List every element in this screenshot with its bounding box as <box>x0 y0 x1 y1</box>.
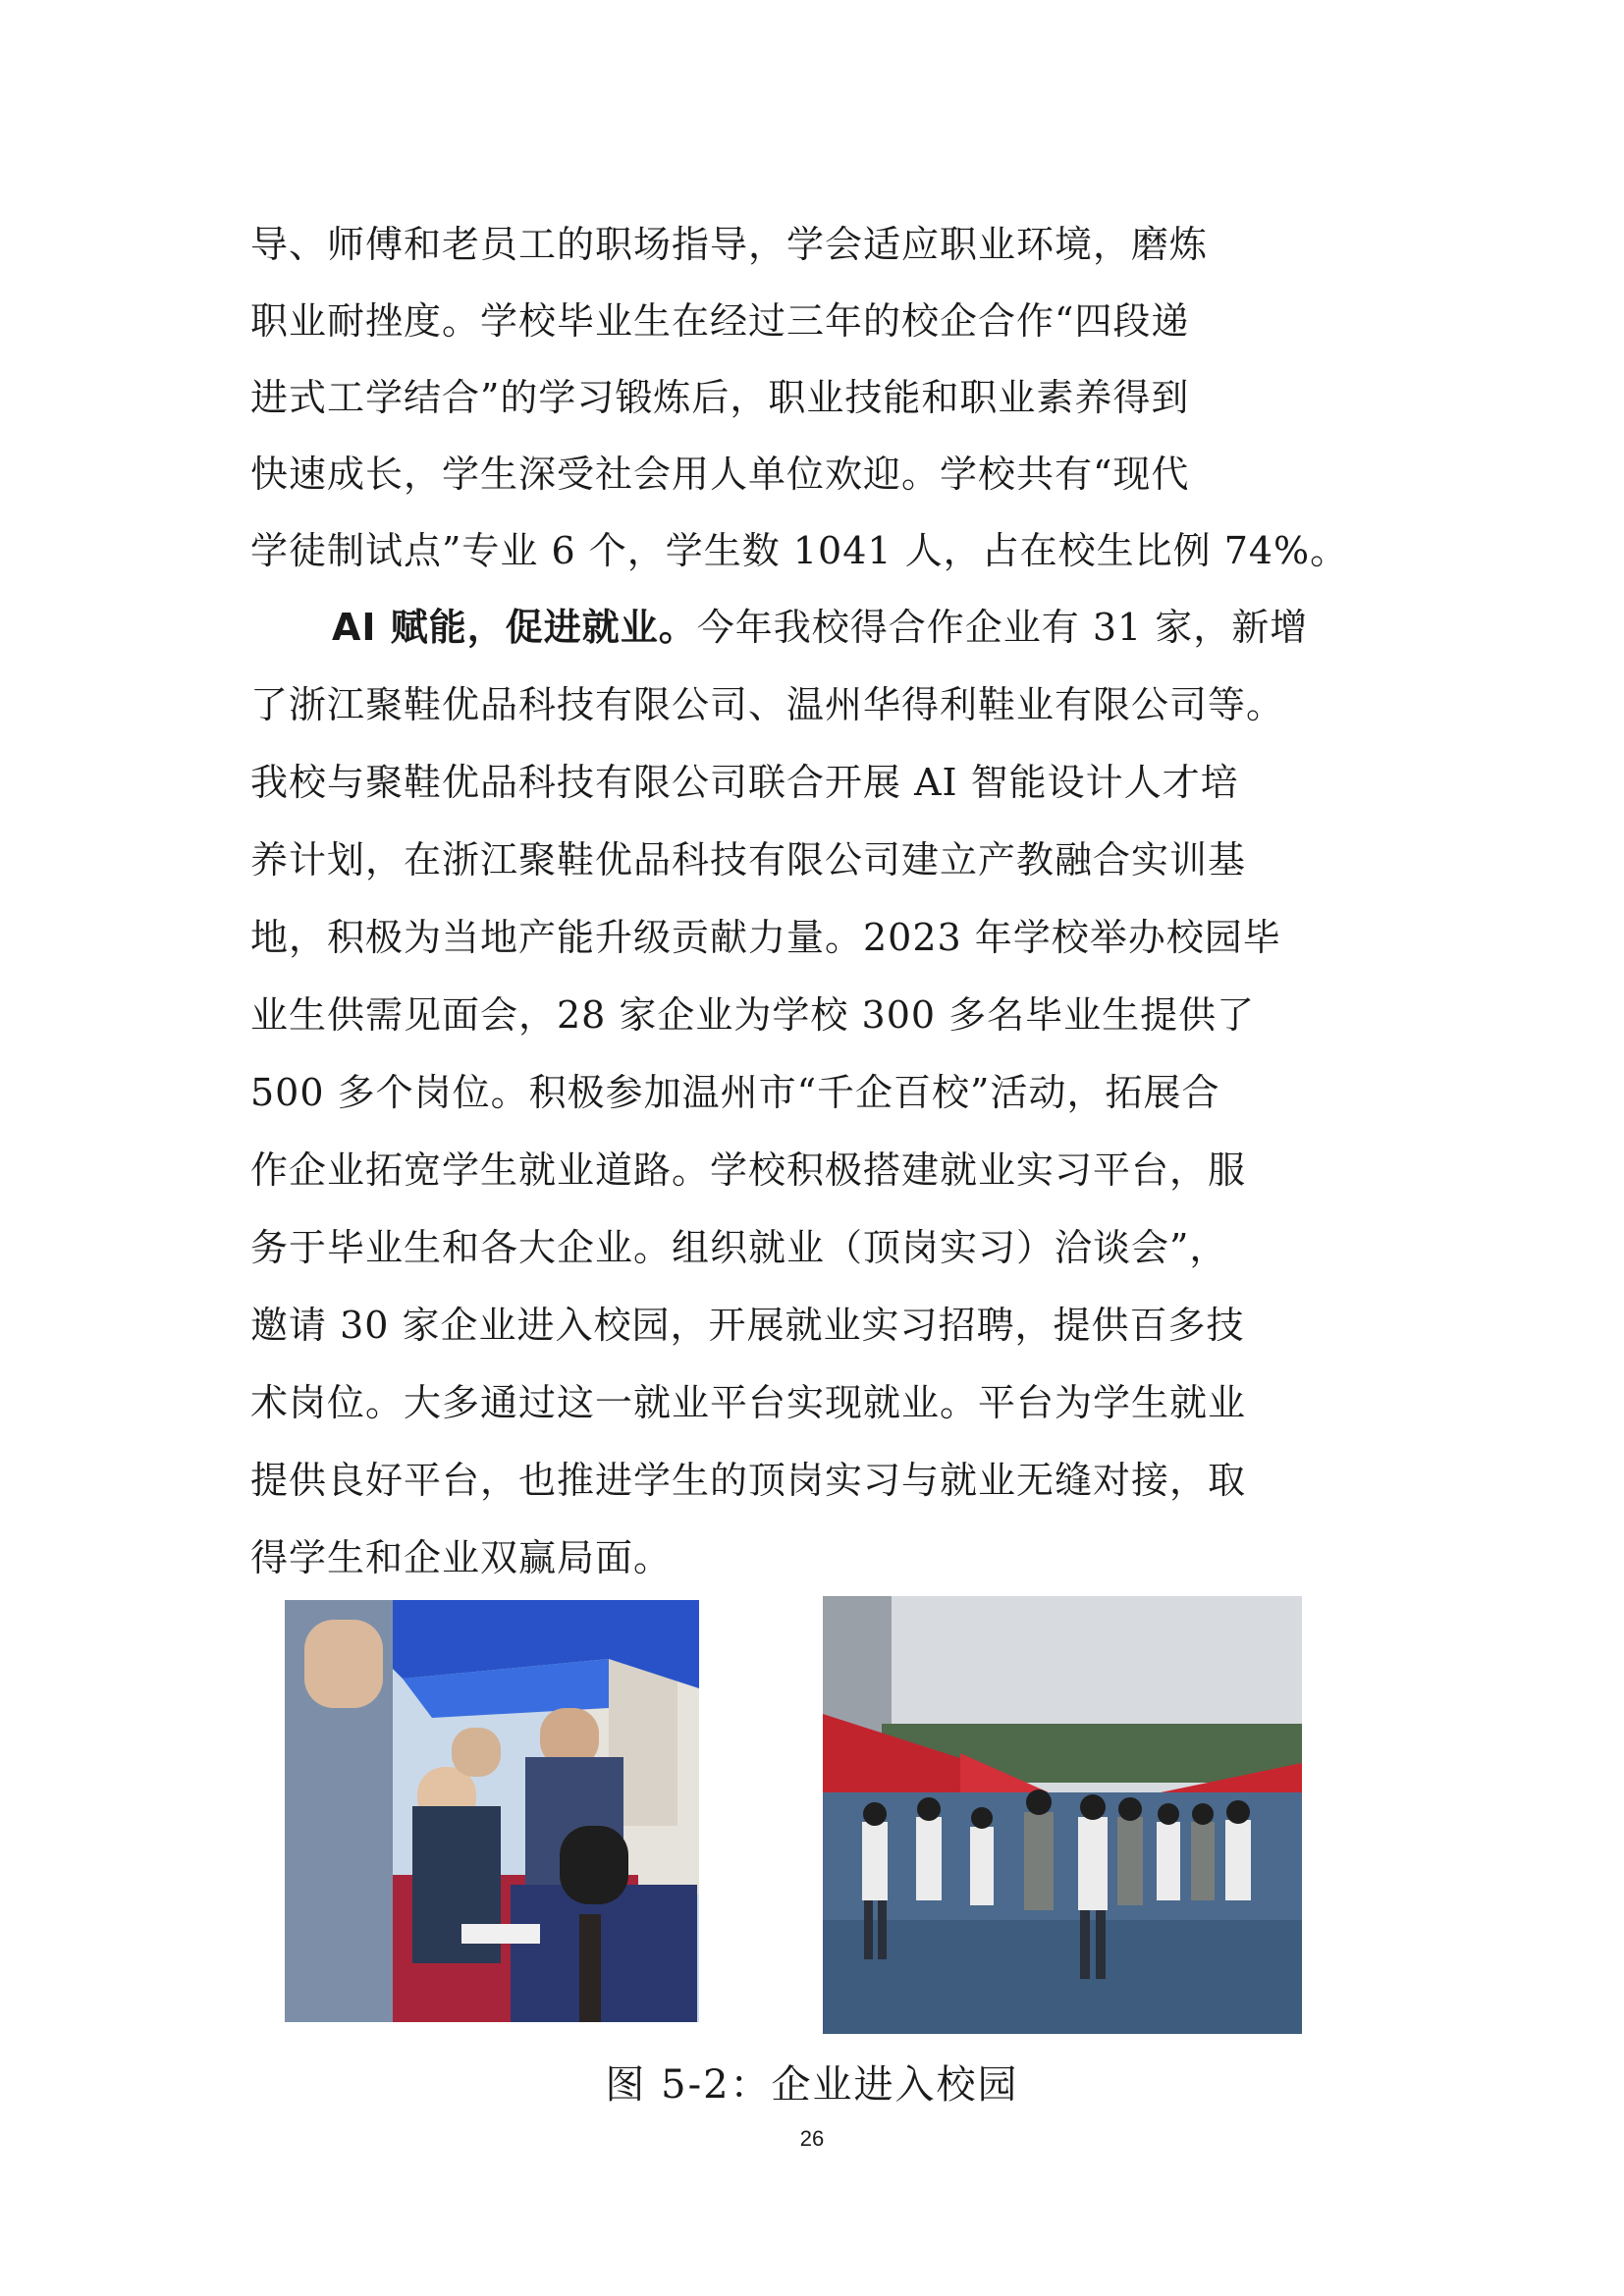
text-line: 地，积极为当地产能升级贡献力量。2023 年学校举办校园毕 <box>250 916 1281 959</box>
job-fair-booth-photo <box>285 1600 699 2022</box>
text-line: 术岗位。大多通过这一就业平台实现就业。平台为学生就业 <box>250 1381 1247 1424</box>
text-line: 业生供需见面会，28 家企业为学校 300 多名毕业生提供了 <box>250 993 1256 1037</box>
text-line: 得学生和企业双赢局面。 <box>250 1536 673 1579</box>
text-line: 快速成长，学生深受社会用人单位欢迎。学校共有“现代 <box>250 453 1190 496</box>
text-line: 提供良好平台，也推进学生的顶岗实习与就业无缝对接，取 <box>250 1459 1247 1502</box>
text-line: 学徒制试点”专业 6 个，学生数 1041 人，占在校生比例 74%。 <box>250 529 1349 572</box>
page-number: 26 <box>799 2126 825 2151</box>
paragraph-heading: AI 赋能，促进就业。 <box>332 606 697 649</box>
text-line: 务于毕业生和各大企业。组织就业（顶岗实习）洽谈会”， <box>250 1226 1228 1269</box>
text-line: 导、师傅和老员工的职场指导，学会适应职业环境，磨炼 <box>250 223 1209 266</box>
text-line: 养计划，在浙江聚鞋优品科技有限公司建立产教融合实训基 <box>250 838 1247 881</box>
text-line: 我校与聚鞋优品科技有限公司联合开展 AI 智能设计人才培 <box>250 761 1239 804</box>
text-line <box>332 606 1309 649</box>
text-line: 500 多个岗位。积极参加温州市“千企百校”活动，拓展合 <box>250 1071 1220 1114</box>
text-line: 了浙江聚鞋优品科技有限公司、温州华得利鞋业有限公司等。 <box>250 683 1285 726</box>
text-line: 作企业拓宽学生就业道路。学校积极搭建就业实习平台，服 <box>250 1148 1247 1192</box>
text-line: 职业耐挫度。学校毕业生在经过三年的校企合作“四段递 <box>250 299 1190 343</box>
campus-recruitment-photo <box>823 1596 1302 2034</box>
paragraph-text: 今年我校得合作企业有 31 家，新增 <box>696 606 1309 649</box>
text-line: 邀请 30 家企业进入校园，开展就业实习招聘，提供百多技 <box>250 1304 1245 1347</box>
text-line: 进式工学结合”的学习锻炼后，职业技能和职业素养得到 <box>250 376 1190 419</box>
figure-caption: 图 5-2：企业进入校园 <box>605 2062 1019 2108</box>
